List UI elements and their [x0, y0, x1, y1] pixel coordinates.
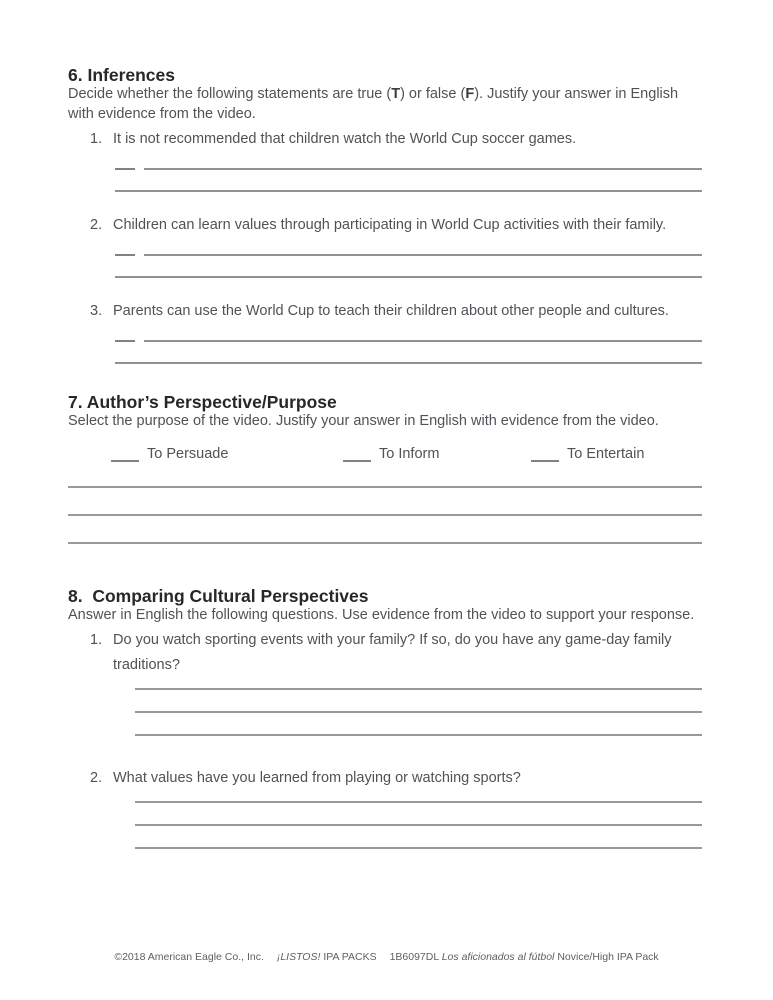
option-to-entertain [531, 446, 644, 462]
product-code: 1B6097DL [389, 951, 439, 963]
tf-answer-blank [115, 340, 135, 342]
option-label: To Entertain [567, 445, 645, 462]
question-2 [68, 766, 702, 791]
section6-instructions [68, 85, 702, 124]
question-2-answer-lines [135, 801, 702, 849]
pack-level: Novice/High IPA Pack [557, 951, 659, 963]
item-text: Parents can use the World Cup to teach their children about other people and cultures. [113, 303, 669, 319]
tf-statement [68, 217, 702, 233]
option-label: To Inform [379, 445, 440, 462]
item-number: 2. [90, 770, 103, 786]
option-to-inform [343, 446, 439, 462]
tf-statement [68, 303, 702, 319]
true-abbrev: T [391, 86, 401, 102]
tf-answer-blank [115, 254, 135, 256]
answer-line [68, 486, 702, 488]
section-author-purpose [68, 392, 702, 544]
tf-answer-row [115, 340, 702, 342]
false-abbrev: F [465, 86, 475, 102]
section6-heading: 6. Inferences [68, 65, 175, 85]
evidence-line [144, 340, 702, 342]
page-footer [0, 950, 773, 964]
item-number: 1. [90, 632, 103, 648]
item-number: 1. [90, 131, 103, 147]
instructions-text: Decide whether the following statements are true ( [68, 86, 392, 102]
question-text: Do you watch sporting events with your family? If so, do you have any game-day family traditions? [113, 632, 672, 673]
worksheet-content [68, 65, 702, 879]
answer-line [68, 542, 702, 544]
option-to-persuade [111, 446, 228, 462]
answer-line [68, 514, 702, 516]
evidence-line [144, 168, 702, 170]
tf-item-1 [68, 131, 702, 192]
item-number: 2. [90, 217, 103, 233]
item-text: It is not recommended that children watch the World Cup soccer games. [113, 131, 577, 147]
video-title: Los aficionados al fútbol [441, 951, 555, 963]
evidence-line [115, 190, 702, 192]
tf-item-3 [68, 303, 702, 364]
answer-line [135, 711, 702, 713]
copyright-text: ©2018 American Eagle Co., Inc. [114, 951, 264, 963]
answer-line [135, 688, 702, 690]
instructions-text: ) or false ( [400, 86, 466, 102]
question-1 [68, 628, 702, 678]
evidence-line [115, 362, 702, 364]
section8-instructions: Answer in English the following questions. Use evidence from the video to support your response. [68, 606, 695, 623]
question-text: What values have you learned from playing or watching sports? [113, 770, 521, 786]
answer-line [135, 734, 702, 736]
option-answer-blank [343, 457, 371, 462]
option-label: To Persuade [147, 445, 229, 462]
tf-item-2 [68, 217, 702, 278]
answer-line [135, 847, 702, 849]
section-inferences [68, 65, 702, 364]
section8-heading: 8. Comparing Cultural Perspectives [68, 585, 369, 606]
section-cultural-perspectives [68, 586, 702, 850]
instructions-text: ). Justify your answer in English with evidence from the video. [68, 86, 679, 122]
tf-answer-blank [115, 168, 135, 170]
section7-instructions: Select the purpose of the video. Justify your answer in English with evidence from the video. [68, 413, 659, 429]
item-number: 3. [90, 303, 103, 319]
answer-line [135, 801, 702, 803]
series-rest: IPA PACKS [323, 951, 377, 963]
evidence-line [144, 254, 702, 256]
option-answer-blank [531, 457, 559, 462]
question-1-answer-lines [135, 688, 702, 736]
option-answer-blank [111, 457, 139, 462]
series-title: ¡LISTOS! [276, 951, 321, 963]
tf-answer-row [115, 168, 702, 170]
evidence-line [115, 276, 702, 278]
tf-answer-row [115, 254, 702, 256]
tf-statement [68, 131, 702, 147]
purpose-options [68, 442, 702, 462]
section7-heading: 7. Author’s Perspective/Purpose [68, 392, 337, 412]
answer-line [135, 824, 702, 826]
item-text: Children can learn values through participating in World Cup activities with their family. [113, 217, 667, 233]
